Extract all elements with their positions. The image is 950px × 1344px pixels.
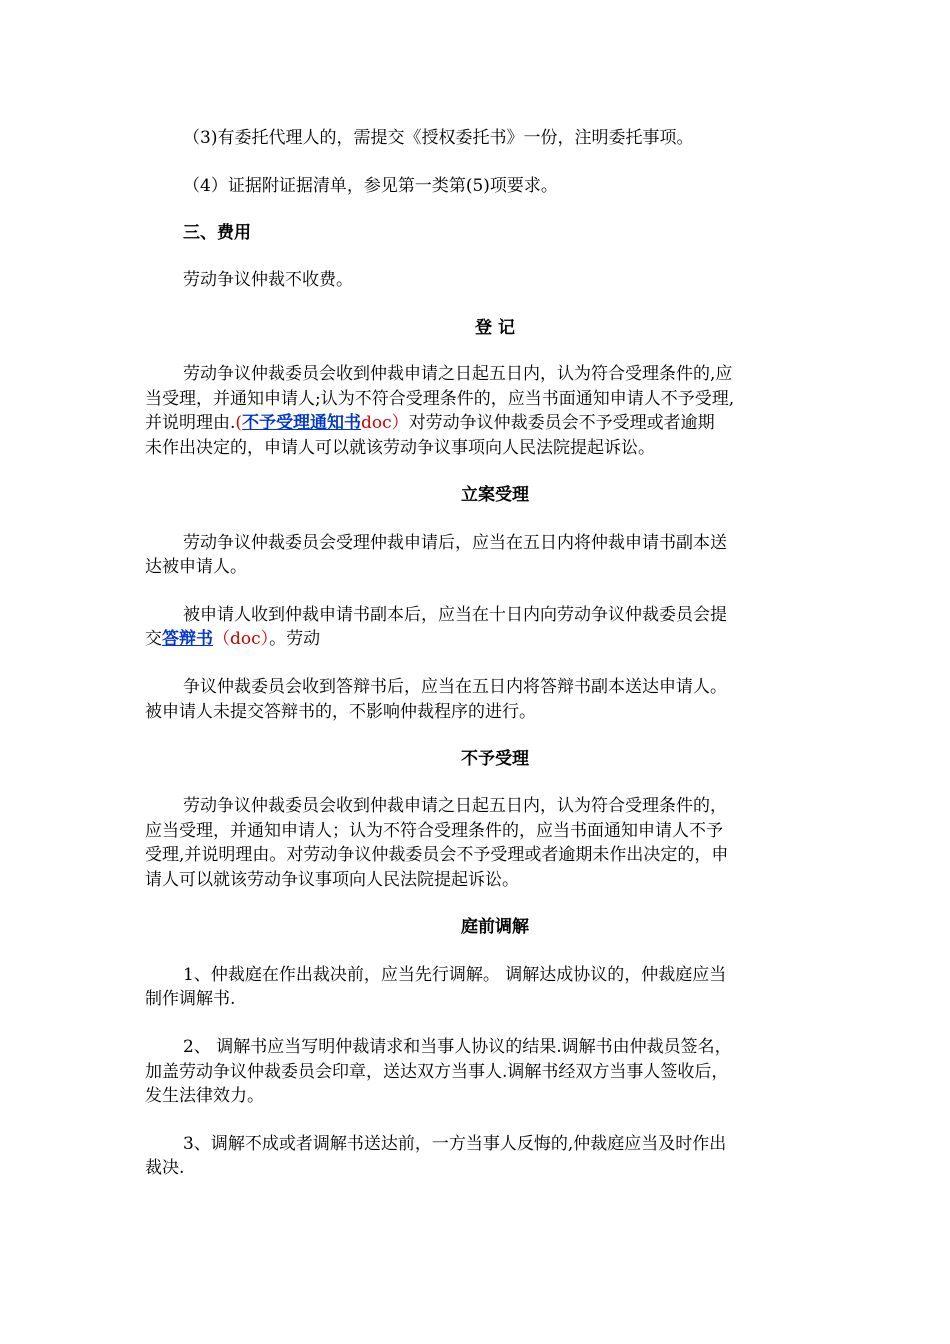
- register-line-2: 当受理，并通知申请人;认为不符合受理条件的，应当书面通知申请人不予受理,: [145, 389, 735, 409]
- filing-line-2: 达被申请人。: [145, 557, 247, 577]
- mediation-2-line-2: 加盖劳动争议仲裁委员会印章，送达双方当事人.调解书经双方当事人签收后，: [145, 1062, 729, 1082]
- register-line-1: 劳动争议仲裁委员会收到仲裁申请之日起五日内，认为符合受理条件的,应: [183, 364, 733, 384]
- paragraph-power-of-attorney: （3)有委托代理人的，需提交《授权委托书》一份，注明委托事项。: [183, 128, 694, 148]
- heading-filing: 立案受理: [461, 485, 529, 505]
- register-line-4: 未作出决定的，申请人可以就该劳动争议事项向人民法院提起诉讼。: [145, 438, 655, 458]
- mediation-2-line-1: 2、 调解书应当写明仲裁请求和当事人协议的结果.调解书由仲裁员签名，: [183, 1037, 732, 1057]
- filing-line-4-tail: 。劳动: [269, 629, 321, 649]
- filing-line-4: [145, 627, 815, 651]
- reject-line-3: 受理,并说明理由。对劳动争议仲裁委员会不予受理或者逾期未作出决定的，申: [145, 845, 729, 865]
- rejection-notice-link[interactable]: 不予受理通知书: [242, 413, 362, 433]
- mediation-2-line-3: 发生法律效力。: [145, 1086, 264, 1106]
- register-line-3-text: 并说明理由.: [145, 413, 236, 433]
- paragraph-no-fee: 劳动争议仲裁不收费。: [183, 270, 353, 290]
- reject-line-2: 应当受理，并通知申请人；认为不符合受理条件的，应当书面通知申请人不予: [145, 821, 723, 841]
- filing-line-1: 劳动争议仲裁委员会受理仲裁申请后，应当在五日内将仲裁申请书副本送: [183, 533, 727, 553]
- heading-mediation: 庭前调解: [461, 917, 529, 937]
- heading-register: 登 记: [475, 318, 515, 338]
- filing-line-3: 被申请人收到仲裁申请书副本后，应当在十日内向劳动争议仲裁委员会提: [183, 605, 727, 625]
- filing-line-4-text: 交: [145, 629, 162, 649]
- register-line-3-tail: 对劳动争议仲裁委员会不予受理或者逾期: [408, 413, 715, 433]
- paren-open: (: [235, 413, 243, 433]
- filing-line-6: 被申请人未提交答辩书的，不影响仲裁程序的进行。: [145, 702, 536, 722]
- reject-line-1: 劳动争议仲裁委员会收到仲裁申请之日起五日内，认为符合受理条件的，: [183, 796, 727, 816]
- register-line-3: [145, 411, 815, 435]
- filing-line-5: 争议仲裁委员会收到答辩书后，应当在五日内将答辩书副本送达申请人。: [183, 677, 727, 697]
- reject-line-4: 请人可以就该劳动争议事项向人民法院提起诉讼。: [145, 870, 519, 890]
- doc-label: doc）: [361, 413, 409, 433]
- mediation-3-line-2: 裁决.: [145, 1158, 185, 1178]
- mediation-1-line-1: 1、仲裁庭在作出裁决前，应当先行调解。 调解达成协议的，仲裁庭应当: [183, 965, 727, 985]
- mediation-1-line-2: 制作调解书.: [145, 989, 236, 1009]
- heading-reject: 不予受理: [461, 749, 529, 769]
- defense-statement-link[interactable]: 答辩书: [162, 629, 213, 649]
- paragraph-evidence-list: （4）证据附证据清单，参见第一类第(5)项要求。: [183, 176, 558, 196]
- heading-fees: 三、费用: [183, 223, 251, 243]
- doc-label: （doc）: [213, 629, 270, 649]
- mediation-3-line-1: 3、调解不成或者调解书送达前，一方当事人反悔的,仲裁庭应当及时作出: [183, 1134, 727, 1154]
